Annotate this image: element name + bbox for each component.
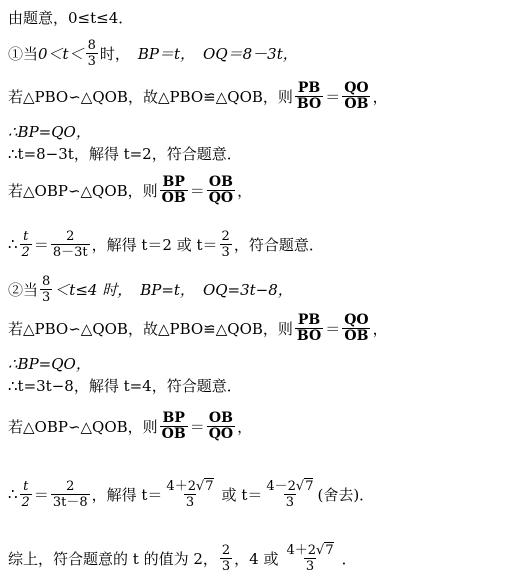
line-case2-condition bbox=[8, 270, 293, 308]
comma: ， bbox=[237, 417, 253, 436]
conclusion-text-2: ，4 或 bbox=[234, 549, 279, 568]
case1-when: 时， bbox=[99, 44, 130, 63]
solve-t2-text: ∴t=8−3t，解得 t=2，符合题意． bbox=[8, 144, 242, 163]
line-solve-t4 bbox=[8, 374, 242, 396]
solve-text: ，解得 t＝2 或 t＝ bbox=[91, 235, 218, 254]
fraction-8-3: $\frac{8}{3}$ bbox=[42, 273, 51, 305]
fraction-4-plus-2sqrt7-over-3: $\frac{4+2√7}{3}$ bbox=[286, 542, 334, 574]
similar-a-text: 若△PBO∽△QOB，故△PBO≌△QOB，则 bbox=[8, 87, 293, 106]
line-case1-similar-b bbox=[8, 170, 252, 210]
fraction-t-2: $\frac{t}{2}$ bbox=[21, 478, 30, 510]
line-bp-eq-qo-1 bbox=[8, 120, 91, 142]
line-case2-similar-b bbox=[8, 406, 252, 446]
line-conclusion bbox=[8, 536, 357, 580]
fraction-pb-bo: $\frac{PB}{BO}$ bbox=[296, 79, 322, 112]
line-solve-t2 bbox=[8, 142, 242, 164]
case1-oq: OQ＝8－3t， bbox=[203, 44, 298, 63]
line-case2-similar-a bbox=[8, 308, 388, 348]
fraction-qo-ob: $\frac{QO}{OB}$ bbox=[344, 79, 369, 112]
bp-eq-qo-text: ∴BP=QO， bbox=[8, 122, 91, 141]
case1-bp: BP＝t， bbox=[137, 44, 196, 63]
therefore-sign: ∴ bbox=[8, 485, 18, 503]
premise-text: 由题意，0≤t≤4． bbox=[8, 8, 134, 27]
similar-b-text: 若△OBP∽△QOB，则 bbox=[8, 181, 158, 200]
line-case1-similar-a bbox=[8, 76, 388, 116]
line-premise bbox=[8, 6, 133, 28]
case1-range: 0＜t＜ bbox=[38, 44, 84, 63]
fraction-pb-bo: $\frac{PB}{BO}$ bbox=[296, 311, 322, 344]
equals-sign: ＝ bbox=[33, 485, 49, 504]
fraction-qo-ob: $\frac{QO}{OB}$ bbox=[344, 311, 369, 344]
fraction-ob-qo: $\frac{OB}{QO}$ bbox=[208, 409, 234, 442]
conclusion-text: 综上，符合题意的 t 的值为 2， bbox=[8, 549, 218, 568]
similar-b-text: 若△OBP∽△QOB，则 bbox=[8, 417, 158, 436]
solve-text: ，解得 t＝ bbox=[91, 485, 163, 504]
case2-oq: OQ=3t−8， bbox=[202, 280, 293, 299]
line-case1-condition bbox=[8, 34, 298, 72]
case2-bp: BP=t， bbox=[140, 280, 195, 299]
fraction-2-8-3t: $\frac{2}{8-3t}$ bbox=[52, 228, 88, 260]
fraction-8-3: $\frac{8}{3}$ bbox=[87, 37, 96, 69]
bp-eq-qo-text: ∴BP=QO， bbox=[8, 354, 91, 373]
comma: ， bbox=[372, 87, 388, 106]
equals-sign: ＝ bbox=[325, 319, 341, 338]
comma: ， bbox=[237, 181, 253, 200]
case2-range: ＜t≤4 时， bbox=[54, 280, 133, 299]
equals-sign: ＝ bbox=[33, 235, 49, 254]
line-case2-solve-b bbox=[8, 472, 374, 516]
fraction-bp-ob: $\frac{BP}{OB}$ bbox=[161, 409, 186, 442]
fraction-ob-qo: $\frac{OB}{QO}$ bbox=[208, 173, 234, 206]
similar-a-text: 若△PBO∽△QOB，故△PBO≌△QOB，则 bbox=[8, 319, 293, 338]
fraction-t-2: $\frac{t}{2}$ bbox=[21, 228, 30, 260]
conclusion-text: ，符合题意． bbox=[233, 235, 324, 254]
therefore-sign: ∴ bbox=[8, 235, 18, 253]
equals-sign: ＝ bbox=[189, 181, 205, 200]
equals-sign: ＝ bbox=[189, 417, 205, 436]
discard-text: (舍去)． bbox=[317, 485, 375, 504]
fraction-2-3: $\frac{2}{3}$ bbox=[221, 542, 231, 574]
line-case1-solve-b bbox=[8, 224, 324, 264]
solve-t4-text: ∴t=3t−8，解得 t=4，符合题意． bbox=[8, 376, 242, 395]
fraction-2-3t-8: $\frac{2}{3t-8}$ bbox=[52, 478, 88, 510]
or-text: 或 t＝ bbox=[221, 485, 263, 504]
fraction-4-minus-2sqrt7-over-3: $\frac{4-2√7}{3}$ bbox=[266, 478, 314, 510]
equals-sign: ＝ bbox=[325, 87, 341, 106]
case2-label: ②当 bbox=[8, 280, 39, 299]
line-bp-eq-qo-2 bbox=[8, 352, 91, 374]
period: ． bbox=[341, 549, 357, 568]
comma: ， bbox=[372, 319, 388, 338]
fraction-2-3: $\frac{2}{3}$ bbox=[221, 228, 230, 260]
fraction-bp-ob: $\frac{BP}{OB}$ bbox=[161, 173, 186, 206]
case1-label: ①当 bbox=[8, 44, 39, 63]
fraction-4-plus-2sqrt7-over-3: $\frac{4+2√7}{3}$ bbox=[166, 478, 214, 510]
